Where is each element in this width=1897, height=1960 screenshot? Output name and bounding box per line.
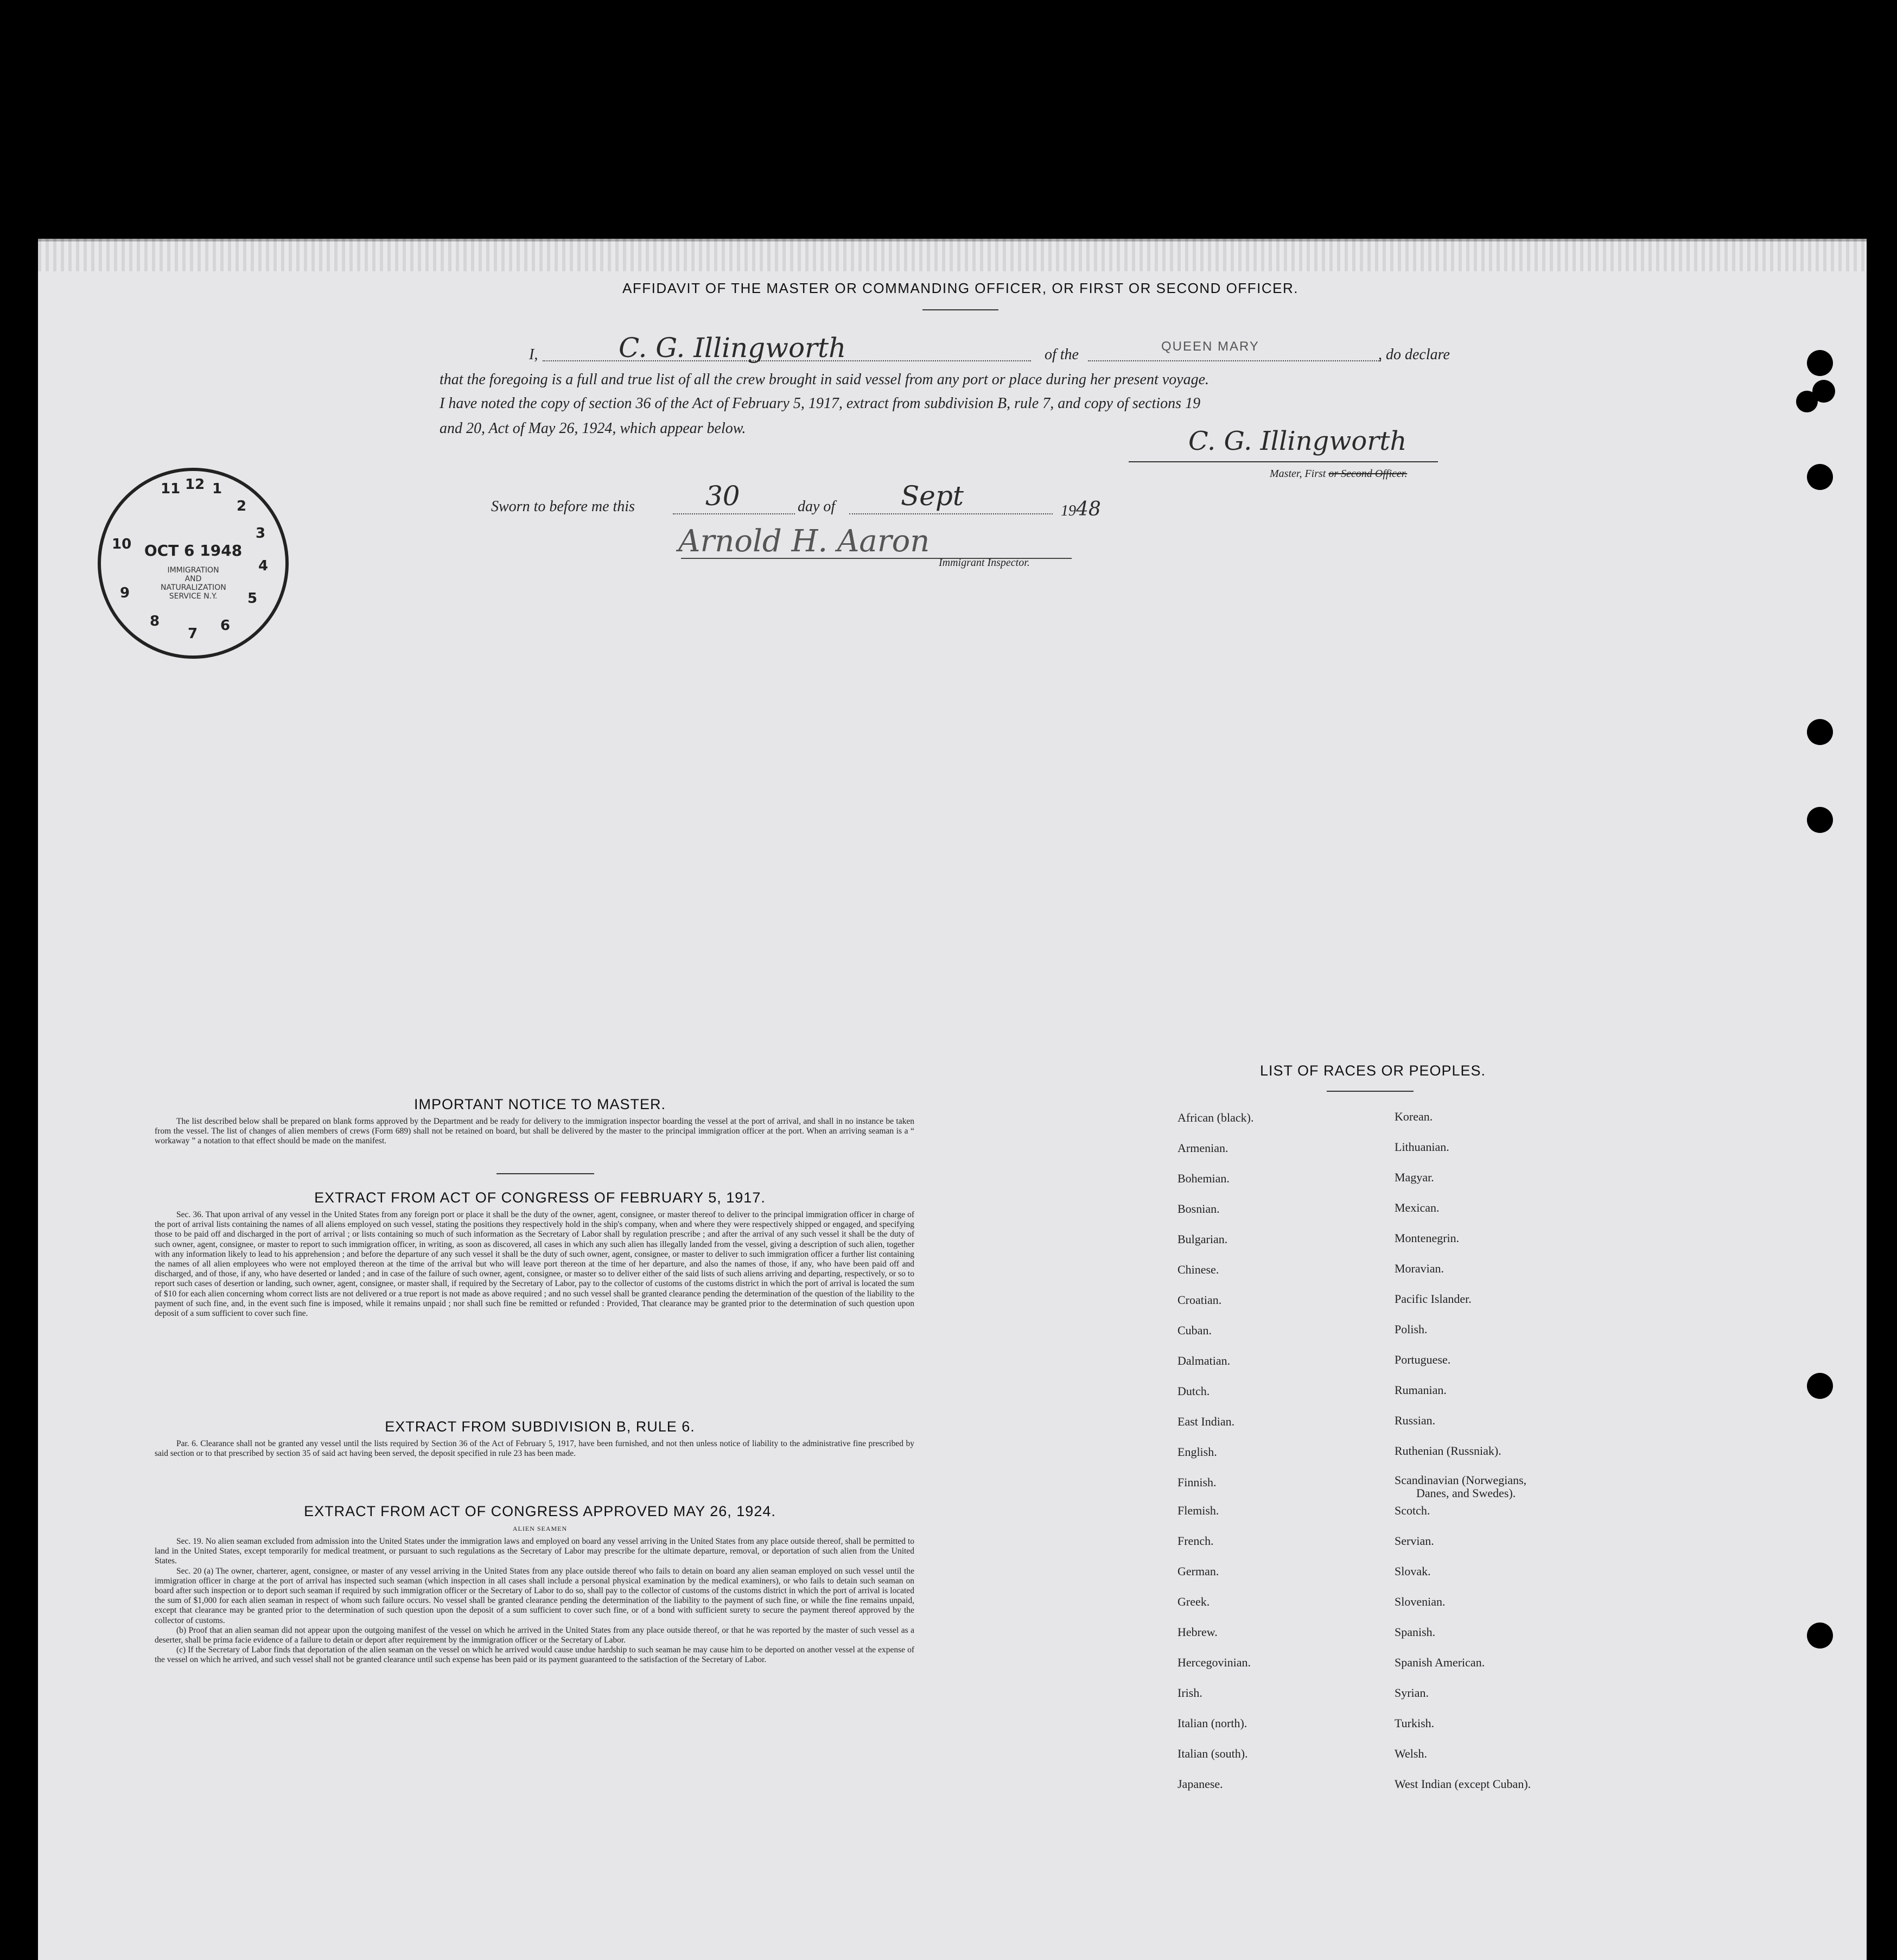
race-left: East Indian.	[1177, 1415, 1235, 1428]
notice-heading: IMPORTANT NOTICE TO MASTER.	[413, 1096, 666, 1112]
rule6-paragraph: Par. 6. Clearance shall not be granted any vessel until the lists required by Section 36 of the Act of February 5, 1917, have been furnished, and not then unless notice of liability to the administrative fine prescribed by said section or to that prescribed by section 35 of said act having been served, the deposit specified in rule 23 has been made.	[155, 1439, 914, 1459]
race-right: Scotch.	[1395, 1504, 1430, 1517]
sworn-day: 30	[705, 480, 740, 512]
sworn-year	[1061, 498, 1101, 520]
punch-hole	[1807, 464, 1833, 490]
do-declare: , do declare	[1378, 346, 1450, 363]
sworn-month-line	[849, 512, 1053, 514]
inspector-caption: Immigrant Inspector.	[939, 557, 1030, 569]
punch-hole	[1807, 807, 1833, 833]
sec19-paragraph: Sec. 19. No alien seaman excluded from admission into the United States under the immigration laws and employed on board any vessel arriving in the United States from any place outside thereof, shall be permitted to land in the United States, except temporarily for medical treatment, or pursuant to such regulations as the Secretary of Labor may prescribe for the ultimate departure, removal, or deportation of such alien from the United States.	[155, 1537, 914, 1566]
affidavit-title: AFFIDAVIT OF THE MASTER OR COMMANDING OFFICER, OR FIRST OR SECOND OFFICER.	[622, 280, 1298, 296]
punch-hole	[1807, 1373, 1833, 1399]
sec20b-paragraph: (b) Proof that an alien seaman did not appear upon the outgoing manifest of the vessel on which he arrived in the United States from any place outside thereof, or that he was reported by the master of such vessel as a deserter, shall be prima facie evidence of a failure to detain or deport after requirement by the immigration officer or the Secretary of Labor.	[155, 1625, 914, 1645]
race-right: Danes, and Swedes).	[1416, 1486, 1516, 1500]
stamp-number: 7	[188, 626, 198, 642]
stamp-number: 4	[258, 558, 269, 574]
race-left: Dutch.	[1177, 1384, 1210, 1398]
stamp-number: 3	[256, 525, 266, 542]
race-left: Flemish.	[1177, 1504, 1219, 1517]
race-left: Japanese.	[1177, 1777, 1223, 1791]
master-signature: C. G. Illingworth	[1188, 426, 1407, 456]
stamp-number: 12	[185, 476, 205, 493]
race-left: Hercegovinian.	[1177, 1656, 1251, 1669]
sec36-paragraph: Sec. 36. That upon arrival of any vessel in the United States from any foreign port or place it shall be the duty of the owner, agent, consignee, or master thereof to deliver to the principal immigration officer in charge of the port of arrival lists containing the names of all aliens employed on such vessel, stating the positions they respectively hold in the ship's company, when and where they were respectively shipped or engaged, and specifying those to be paid off and discharged in the port of arrival ; or lists containing so much of such information as the Secretary of Labor shall by regulation prescribe ; and after the arrival of any such vessel it shall be the duty of such owner, agent, consignee, or master to report to such immigration officer, in writing, as soon as discovered, all cases in which any such alien has illegally landed from the vessel, giving a description of such alien, together with any information likely to lead to his apprehension ; and before the departure of any such vessel it shall be the duty of such owner, agent, consignee, or master to deliver to such immigration officer a further list containing the names of all alien employees who were not employed thereon at the time of the arrival but who will leave port thereon at the time of her departure, and also the names of those, if any, who have been paid off and discharged, and of those, if any, who have deserted or landed ; and in case of the failure of such owner, agent, consignee, or master so to deliver either of the said lists of such aliens arriving and departing, respectively, or so to report such cases of desertion or landing, such owner, agent, consignee, or master shall, if required by the Secretary of Labor, pay to the collector of customs of the customs district in which the port of arrival is located the sum of $10 for each alien concerning whom correct lists are not delivered or a true report is not made as above required ; and no such vessel shall be granted clearance pending the determination of the question of the liability to the payment of such fine, and, in the event such fine is imposed, while it remains unpaid ; nor shall such fine be remitted or refunded : Provided, That clearance may be granted prior to the determination of such question upon deposit of a sum sufficient to cover such fine.	[155, 1210, 914, 1319]
year-prefix: 19	[1061, 502, 1076, 519]
master-caption	[1270, 468, 1407, 480]
extract-1917-text	[155, 1210, 914, 1319]
notice-paragraph: The list described below shall be prepared on blank forms approved by the Department and be ready for delivery to the immigration inspector boarding the vessel at the port of arrival, and shall in no instance be taken from the vessel. The list of changes of alien members of crews (Form 689) shall not be retained on board, but shall be delivered by the master to the principal immigration officer at the port. When an arriving seaman is a “ workaway ” a notation to that effect should be made on the manifest.	[155, 1117, 914, 1146]
race-right: Korean.	[1395, 1110, 1433, 1123]
race-right: Lithuanian.	[1395, 1140, 1449, 1154]
sworn-prefix: Sworn to before me this	[491, 498, 635, 515]
stamp-number: 8	[150, 613, 160, 629]
affidavit-i: I,	[529, 346, 538, 363]
master-caption-a: Master, First	[1270, 468, 1329, 480]
race-right: Moravian.	[1395, 1262, 1444, 1275]
sworn-day-line	[673, 512, 795, 514]
of-the-label: of the	[1045, 346, 1079, 363]
signatory-handwriting: C. G. Illingworth	[619, 332, 846, 364]
extract-1917-heading: EXTRACT FROM ACT OF CONGRESS OF FEBRUARY 5, 1917.	[314, 1189, 766, 1206]
punch-hole	[1796, 391, 1818, 412]
race-left: Chinese.	[1177, 1263, 1219, 1276]
punch-hole	[1807, 350, 1833, 376]
race-right: Scandinavian (Norwegians,	[1395, 1473, 1527, 1487]
race-right: Russian.	[1395, 1414, 1436, 1427]
stamp-date: OCT 6 1948	[144, 542, 243, 559]
race-right: Montenegrin.	[1395, 1231, 1460, 1245]
section-rule	[496, 1173, 594, 1174]
sec20c-paragraph: (c) If the Secretary of Labor finds that deportation of the alien seaman on the vessel on which he arrived would cause undue hardship to such seaman he may cause him to be deported on another vessel at the expense of the vessel on which he arrived, and such vessel shall not be granted clearance until such expense has been paid or its payment guaranteed to the satisfaction of the Secretary of Labor.	[155, 1645, 914, 1665]
affidavit-line4: and 20, Act of May 26, 1924, which appear below.	[440, 420, 746, 437]
race-left: Irish.	[1177, 1686, 1202, 1700]
master-caption-struck: or Second Officer.	[1328, 468, 1408, 480]
immigration-date-stamp	[98, 468, 289, 659]
rule6-text	[155, 1439, 914, 1459]
extract-1924-text	[155, 1537, 914, 1665]
race-right: Welsh.	[1395, 1747, 1427, 1760]
race-left: German.	[1177, 1564, 1219, 1578]
race-right: Syrian.	[1395, 1686, 1429, 1700]
torn-right-edge	[1867, 239, 1897, 1960]
affidavit-line3: I have noted the copy of section 36 of the Act of February 5, 1917, extract from subdivision B, rule 7, and copy of sections 19	[440, 395, 1201, 412]
race-left: Dalmatian.	[1177, 1354, 1231, 1367]
race-right: Magyar.	[1395, 1170, 1434, 1184]
stamp-number: 2	[237, 498, 247, 514]
vessel-line	[1088, 359, 1381, 361]
punch-hole	[1807, 1622, 1833, 1649]
race-left: Bulgarian.	[1177, 1232, 1228, 1246]
race-right: Rumanian.	[1395, 1383, 1447, 1397]
race-left: Cuban.	[1177, 1323, 1212, 1337]
stamp-number: 10	[112, 536, 132, 552]
stamp-service: IMMIGRATION AND NATURALIZATION SERVICE N.Y.	[161, 566, 226, 601]
race-right: Pacific Islander.	[1395, 1292, 1472, 1306]
race-right: Spanish.	[1395, 1625, 1436, 1639]
race-right: Spanish American.	[1395, 1656, 1485, 1669]
races-title-rule	[1327, 1091, 1414, 1092]
race-left: French.	[1177, 1534, 1214, 1548]
punch-hole	[1807, 719, 1833, 745]
master-signature-line	[1129, 461, 1438, 462]
race-left: English.	[1177, 1445, 1217, 1459]
race-right: Slovak.	[1395, 1564, 1431, 1578]
sworn-month: Sept	[901, 480, 964, 512]
sec20a-paragraph: Sec. 20 (a) The owner, charterer, agent, consignee, or master of any vessel arriving in the United States from any place outside thereof who fails to detain on board any alien seaman employed on such vessel until the immigration officer in charge at the port of arrival has inspected such seaman (which inspection in all cases shall include a personal physical examination by the medical examiners), or who fails to detain such seaman on board after such inspection or to deport such seaman if required by such immigration officer or the Secretary of Labor to do so, shall pay to the collector of customs of the customs district in which the port of arrival is located the sum of $1,000 for each alien seaman in respect of whom such failure occurs. No vessel shall be granted clearance pending the determination of the liability to the payment of such fine, or while the fine remains unpaid, except that clearance may be granted prior to the determination of such question upon the deposit of a sum sufficient to cover such fine, or of a bond with sufficient surety to secure the payment thereof approved by the collector of customs.	[155, 1566, 914, 1625]
race-left: Greek.	[1177, 1595, 1210, 1608]
race-right: Portuguese.	[1395, 1353, 1451, 1366]
race-left: Finnish.	[1177, 1475, 1217, 1489]
year-suffix-handwritten: 48	[1076, 498, 1101, 520]
race-right: Ruthenian (Russniak).	[1395, 1444, 1501, 1458]
stamp-number: 6	[220, 618, 231, 634]
race-right: Polish.	[1395, 1322, 1428, 1336]
race-left: African (black).	[1177, 1111, 1254, 1124]
rule6-heading: EXTRACT FROM SUBDIVISION B, RULE 6.	[385, 1418, 695, 1435]
race-right: Mexican.	[1395, 1201, 1440, 1214]
race-left: Hebrew.	[1177, 1625, 1218, 1639]
race-left: Armenian.	[1177, 1141, 1228, 1155]
race-left: Bosnian.	[1177, 1202, 1220, 1216]
race-right: Turkish.	[1395, 1716, 1435, 1730]
race-left: Croatian.	[1177, 1293, 1222, 1307]
title-rule	[922, 309, 998, 310]
notice-text	[155, 1117, 914, 1147]
affidavit-line2: that the foregoing is a full and true list of all the crew brought in said vessel from any port or place during her present voyage.	[440, 371, 1210, 388]
race-left: Italian (south).	[1177, 1747, 1248, 1760]
race-right: West Indian (except Cuban).	[1395, 1777, 1531, 1791]
vessel-name: QUEEN MARY	[1161, 339, 1259, 354]
alien-seamen-subheading: ALIEN SEAMEN	[512, 1525, 568, 1532]
bleed-through-strip	[38, 239, 1877, 271]
inspector-signature: Arnold H. Aaron	[678, 524, 930, 559]
stamp-number: 11	[161, 481, 181, 497]
stamp-inner	[136, 506, 250, 620]
day-of-label: day of	[798, 498, 836, 515]
stamp-number: 9	[120, 585, 130, 601]
stamp-number: 5	[247, 590, 258, 607]
race-right: Slovenian.	[1395, 1595, 1446, 1608]
stamp-number: 1	[212, 481, 222, 497]
race-right: Servian.	[1395, 1534, 1434, 1548]
races-title: LIST OF RACES OR PEOPLES.	[1259, 1062, 1486, 1079]
race-left: Italian (north).	[1177, 1716, 1247, 1730]
race-left: Bohemian.	[1177, 1172, 1230, 1185]
extract-1924-heading: EXTRACT FROM ACT OF CONGRESS APPROVED MAY 26, 1924.	[304, 1503, 776, 1519]
